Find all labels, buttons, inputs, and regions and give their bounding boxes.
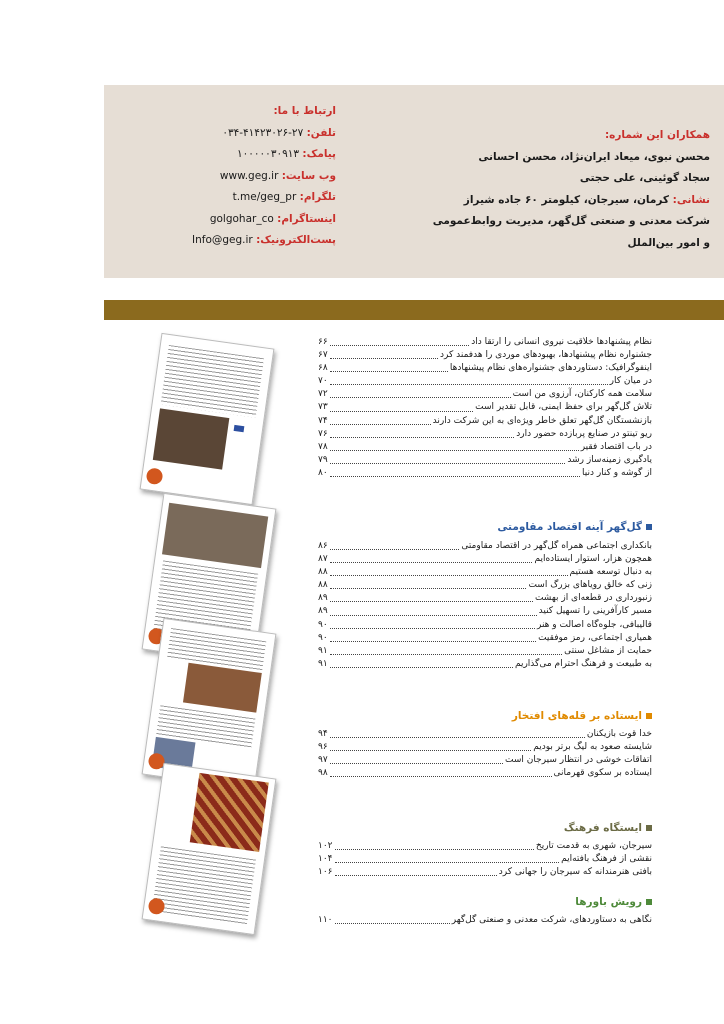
page-badge: [145, 467, 163, 485]
toc-item[interactable]: نقشی از فرهنگ بافته‌ایم ۱۰۴: [318, 854, 652, 865]
toc-section-list: [318, 840, 652, 879]
square-bullet-icon: [646, 524, 652, 530]
section-heading: ایستگاه فرهنگ: [564, 822, 652, 834]
instagram-link[interactable]: golgohar_co: [209, 212, 274, 225]
thumbnail-photo: [153, 408, 230, 469]
toc-section-list: [318, 728, 652, 780]
contact-title: ارتباط با ما:: [273, 105, 336, 117]
toc-item[interactable]: اتفاقات خوشی در انتظار سیرجان است ۹۷: [318, 755, 652, 766]
toc-section-list: [318, 540, 652, 671]
address-value: کرمان، سیرجان، کیلومتر ۶۰ جاده شیراز: [463, 193, 669, 206]
toc-item[interactable]: نظام پیشنهادها خلاقیت نیروی انسانی را ارتقا داد ۶۶: [318, 337, 652, 347]
website-label: وب سایت:: [281, 169, 336, 182]
collaborators-names-2: سجاد گوئینی، علی حجتی: [579, 172, 710, 184]
carpet-photo: [190, 773, 269, 852]
thumbnail-photo: [183, 663, 262, 713]
flag-icon: [234, 425, 245, 432]
toc-item[interactable]: حمایت از مشاغل سنتی ۹۱: [318, 645, 652, 656]
page-thumbnails: [112, 330, 292, 950]
toc-item[interactable]: جشنواره نظام پیشنهادها، بهبودهای موردی را هدفمند کرد ۶۷: [318, 350, 652, 361]
thumbnail-page-3[interactable]: [142, 618, 277, 790]
toc-top-list: [318, 336, 652, 480]
phone-label: تلفن:: [306, 126, 336, 139]
toc-item[interactable]: مسیر کارآفرینی را تسهیل کنید ۸۹: [318, 606, 652, 617]
toc-item[interactable]: سلامت همه کارکنان، آرزوی من است ۷۲: [318, 389, 652, 400]
org-line-2: و امور بین‌الملل: [627, 236, 710, 249]
toc-item[interactable]: زنی که خالق رویاهای بزرگ است ۸۸: [318, 580, 652, 591]
email-link[interactable]: Info@geg.ir: [192, 234, 253, 246]
section-heading: گل‌گهر آینه اقتصاد مقاومتی: [497, 521, 652, 533]
toc-item[interactable]: از گوشه و کنار دنیا ۸۰: [318, 467, 652, 478]
toc-item[interactable]: بانکداری اجتماعی همراه گل‌گهر در اقتصاد مقاومتی ۸۶: [318, 541, 652, 551]
email-label: پست‌الکترونیک:: [256, 234, 336, 246]
toc-item[interactable]: اینفوگرافیک: دستاوردهای جشنواره‌های نظام پیشنهادها ۶۸: [318, 363, 652, 374]
section-heading: ایستاده بر قله‌های افتخار: [512, 710, 652, 722]
toc-item[interactable]: همیاری اجتماعی، رمز موفقیت ۹۰: [318, 632, 652, 643]
toc-item[interactable]: بازنشستگان گل‌گهر تعلق خاطر ویژه‌ای به این شرکت دارند ۷۴: [318, 415, 652, 426]
toc-item[interactable]: در میان کار ۷۰: [318, 376, 652, 387]
instagram-label: اینستاگرام:: [277, 212, 336, 225]
collaborators-block: [390, 101, 710, 254]
toc-item[interactable]: به دنبال توسعه هستیم ۸۸: [318, 567, 652, 578]
section-heading: رویش باورها: [575, 896, 652, 908]
website-link[interactable]: www.geg.ir: [219, 169, 279, 182]
collaborators-title: همکاران این شماره:: [604, 129, 710, 141]
toc-item[interactable]: نگاهی به دستاوردهای، شرکت معدنی و صنعتی گل‌گهر ۱۱۰: [318, 915, 652, 925]
sms-value: ۱۰۰۰۰۰۳۰۹۱۳: [236, 148, 300, 160]
info-box: [104, 85, 724, 278]
toc-item[interactable]: یادگیری زمینه‌ساز رشد ۷۹: [318, 454, 652, 465]
telegram-link[interactable]: t.me/geg_pr: [232, 191, 297, 203]
toc-section-list: [318, 914, 652, 927]
contact-block: [106, 101, 336, 252]
org-line-1: شرکت معدنی و صنعتی گل‌گهر، مدیریت روابط‌عمومی: [432, 215, 710, 227]
toc-item[interactable]: همچون هزار، استوار ایستاده‌ایم ۸۷: [318, 554, 652, 565]
toc-item[interactable]: تلاش گل‌گهر برای حفظ ایمنی، قابل تقدیر است ۷۳: [318, 402, 652, 413]
address-label: نشانی:: [672, 193, 710, 206]
toc-item[interactable]: قالیبافی، جلوه‌گاه اصالت و هنر ۹۰: [318, 619, 652, 630]
toc-item[interactable]: بافتی هنرمندانه که سیرجان را جهانی کرد ۱۰۶: [318, 867, 652, 878]
toc-item[interactable]: سیرجان، شهری به قدمت تاریخ ۱۰۲: [318, 841, 652, 851]
toc-item[interactable]: زنبورداری در قطعه‌ای از بهشت ۸۹: [318, 593, 652, 604]
phone-value: ۰۳۴-۴۱۴۲۳۰۲۶-۲۷: [222, 126, 304, 139]
thumbnail-photo: [162, 503, 268, 568]
telegram-label: تلگرام:: [299, 191, 336, 203]
toc-item[interactable]: خدا قوت بازیکنان ۹۴: [318, 729, 652, 739]
thumbnail-page-1[interactable]: [140, 333, 275, 505]
square-bullet-icon: [646, 825, 652, 831]
toc-item[interactable]: در باب اقتصاد فقیر ۷۸: [318, 441, 652, 452]
toc-item[interactable]: به طبیعت و فرهنگ احترام می‌گذاریم ۹۱: [318, 658, 652, 669]
gold-divider-bar: [104, 300, 724, 320]
sms-label: پیامک:: [302, 148, 336, 160]
toc-item[interactable]: شایسته صعود به لیگ برتر بودیم ۹۶: [318, 742, 652, 753]
collaborators-names-1: محسن نبوی، میعاد ایران‌نژاد، محسن احسانی: [478, 150, 710, 163]
toc-item[interactable]: ریو تینتو در صنایع پربازده حضور دارد ۷۶: [318, 428, 652, 439]
thumbnail-page-4[interactable]: [142, 763, 277, 935]
square-bullet-icon: [646, 899, 652, 905]
square-bullet-icon: [646, 713, 652, 719]
toc-item[interactable]: ایستاده بر سکوی قهرمانی ۹۸: [318, 768, 652, 779]
